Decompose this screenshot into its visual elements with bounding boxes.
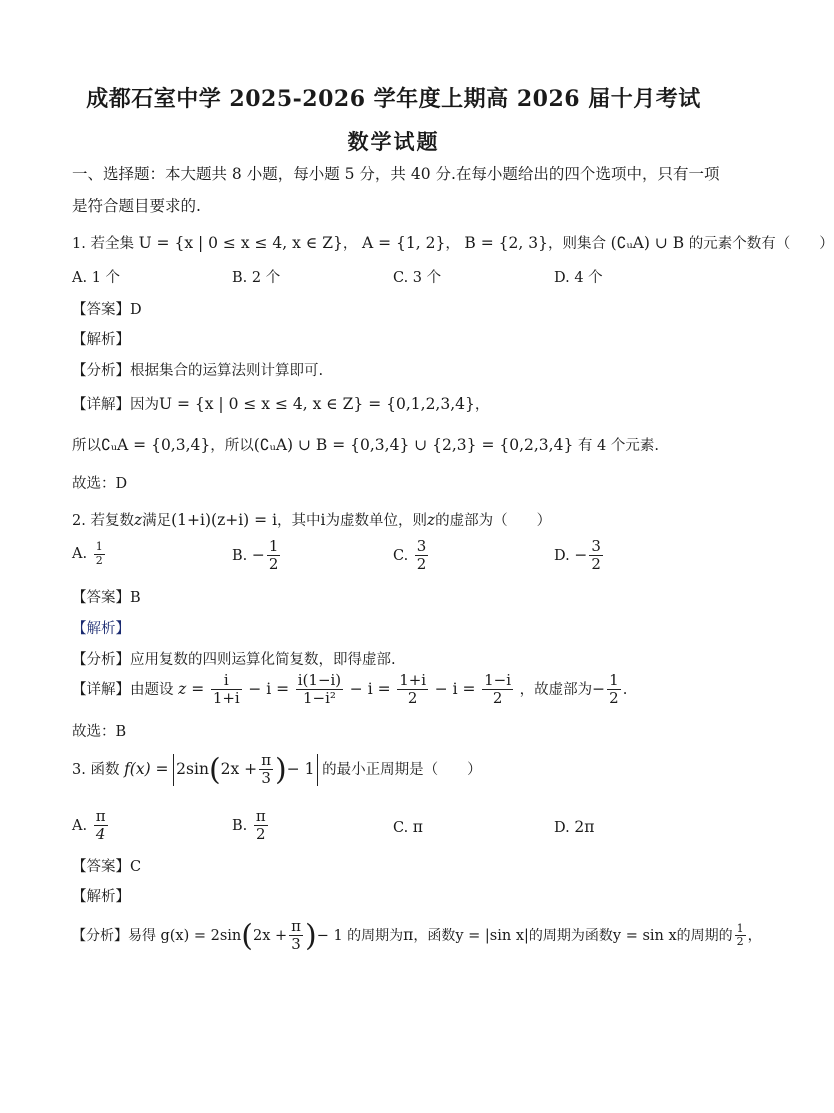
q1-expression: (∁ᵤA) ∪ B: [610, 234, 685, 252]
q1-option-b: B. 2 个: [232, 270, 281, 286]
q1-universal-set: U = {x | 0 ≤ x ≤ 4, x ∈ Z}: [138, 234, 343, 252]
q2-detail: 【详解】由题设 z = $\frac{i}{1+i}$ − i = $\frac{i(1-i)}{\text{1−i²}}$ − i = $\frac{1+i}{2}$ − i = $\frac{1-i}{2}$ ，故虚部为− $\frac{1}{2}$ .: [72, 671, 628, 708]
exam-subtitle: 数学试题: [347, 129, 440, 154]
q2-analysis: 【分析】应用复数的四则运算化简复数，即得虚部.: [72, 652, 396, 668]
q1-set-a: A = {1, 2}: [361, 234, 446, 252]
q2-frac-5: $\frac{1}{2}$: [609, 671, 619, 708]
q2-mid1: 满足: [142, 513, 172, 529]
q2-mid4: 的虚部为（ ）: [435, 513, 552, 529]
section-instruction-line2: 是符合题目要求的.: [72, 197, 201, 215]
q2-option-d: D. − $\frac{3}{2}$: [554, 537, 601, 574]
q1-sep2: ，: [445, 236, 460, 252]
q1-detail-label: 【详解】因为: [72, 397, 159, 413]
q1-detail-end: ，: [474, 397, 490, 413]
q2-option-c-frac: $\frac{3}{2}$: [416, 537, 427, 574]
q1-option-d: D. 4 个: [554, 270, 603, 286]
q3-answer: 【答案】C: [72, 859, 142, 875]
q2-conclusion: 故选：B: [72, 724, 127, 740]
q2-answer: 【答案】B: [72, 590, 141, 606]
section-instruction-line1: 一、选择题：本大题共 8 小题，每小题 5 分，共 40 分.在每小题给出的四个选项中，只有一项: [72, 165, 720, 183]
q1-answer: 【答案】D: [72, 302, 142, 318]
q1-line2-end: 有 4 个元素.: [577, 438, 659, 454]
q2-z2: z: [427, 511, 436, 529]
q2-prefix: 2. 若复数: [72, 513, 134, 529]
q3-option-d: D. 2π: [554, 818, 595, 836]
q2-frac-2: $\frac{i(1-i)}{\text{1−i²}}$: [297, 671, 342, 708]
q1-detail-line2: [72, 434, 659, 455]
q2-stem: [72, 509, 551, 530]
q1-line2-start: 所以: [72, 438, 101, 454]
q3-f-expr: f(x) =: [124, 759, 169, 778]
q3-analysis: 【分析】易得 g(x) = 2sin(2x + $\frac{\pi}{3}$ )− 1 的周期为π，函数y = |sin x|的周期为函数y = sin x的周期的 $\frac{1}{2}$ ，: [72, 917, 762, 954]
q2-option-a-frac: $\frac{1}{2}$: [95, 540, 103, 567]
q1-line2-expr2: (∁ᵤA) ∪ B = {0,3,4} ∪ {2,3} = {0,2,3,4}: [253, 436, 574, 454]
q1-line2-mid: ，所以: [210, 438, 254, 454]
q1-detail-expr: U = {x | 0 ≤ x ≤ 4, x ∈ Z} = {0,1,2,3,4}: [159, 395, 475, 413]
exam-title: 成都石室中学 2025-2026 学年度上期高 2026 届十月考试: [86, 86, 701, 112]
q1-sep1: ，: [342, 236, 358, 252]
q2-option-d-frac: $\frac{3}{2}$: [591, 537, 601, 574]
q2-frac-1: $\frac{i}{1+i}$: [212, 671, 240, 708]
q2-z: z: [133, 511, 143, 529]
q1-conclusion: 故选：D: [72, 476, 128, 492]
q3-abs-left: [173, 754, 174, 786]
q1-prefix: 1. 若全集: [72, 236, 134, 252]
q2-option-c: C. $\frac{3}{2}$: [393, 537, 427, 574]
q1-set-b: B = {2, 3}: [464, 234, 548, 252]
q1-analysis: 【分析】根据集合的运算法则计算即可.: [72, 363, 324, 379]
q2-option-a: A. $\frac{1}{2}$: [72, 540, 103, 567]
q2-equation: (1+i)(z+i) = i: [171, 511, 278, 529]
q3-option-b: B. $\frac{\pi}{2}$: [232, 807, 266, 844]
q2-option-b-frac: $\frac{1}{2}$: [268, 537, 279, 574]
q2-option-b: B. − $\frac{1}{2}$: [232, 537, 279, 574]
q2-mid3: 为虚数单位，则: [325, 513, 427, 529]
q2-i: i: [320, 511, 326, 529]
q3-analysis-label: 【解析】: [72, 889, 130, 905]
q1-mid: ，则集合: [547, 236, 606, 252]
q3-option-a: A. $\frac{\pi}{4}$: [72, 807, 106, 844]
q1-detail: [72, 393, 489, 414]
q2-mid2: ，其中: [277, 513, 321, 529]
q2-frac-4: $\frac{1-i}{2}$: [484, 671, 512, 708]
q1-stem: [72, 232, 834, 253]
q1-option-a: A. 1 个: [72, 270, 121, 286]
q3-stem: 3. 函数 f(x) = 2sin(2x + $\frac{\pi}{3}$ )− 1 的最小正周期是（ ）: [72, 751, 482, 788]
q1-analysis-label: 【解析】: [72, 332, 130, 348]
q3-abs-right: [317, 754, 318, 786]
q2-analysis-label: 【解析】: [72, 621, 130, 637]
q1-line2-expr1: ∁ᵤA = {0,3,4}: [101, 436, 211, 454]
q3-option-c: C. π: [393, 818, 423, 836]
q1-suffix: 的元素个数有（ ）: [688, 236, 834, 252]
q3-pi-frac: $\frac{\pi}{3}$: [261, 751, 272, 788]
q2-frac-3: $\frac{1+i}{2}$: [399, 671, 427, 708]
q1-option-c: C. 3 个: [393, 270, 442, 286]
